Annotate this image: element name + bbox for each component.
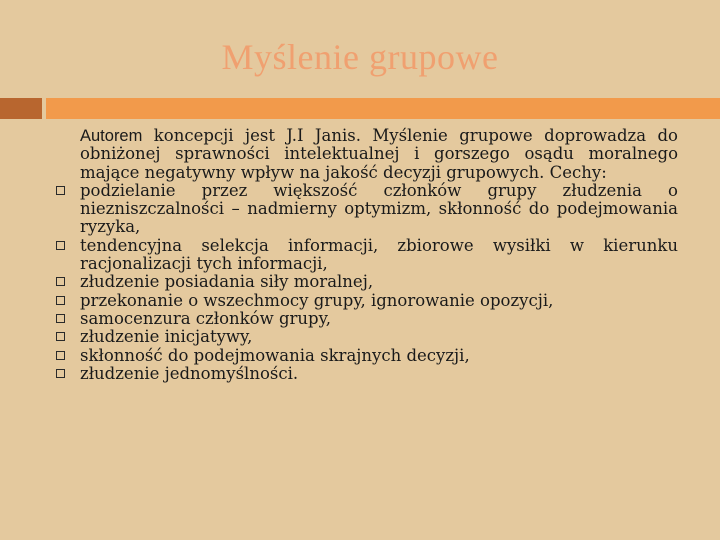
intro-lead: Autorem [80, 127, 143, 145]
intro-text: koncepcji jest J.I Janis. Myślenie grupowe doprowadza do obniżonej sprawności intelektualnej i gorszego osądu moralnego mające negatywny wpływ na jakość decyzji grupowych. Cechy: [80, 126, 678, 182]
square-bullet-icon [56, 186, 65, 195]
list-item [56, 292, 678, 310]
content-body [56, 127, 678, 383]
list-item-text: samocenzura członków grupy, [80, 308, 331, 328]
square-bullet-icon [56, 351, 65, 360]
accent-bar-left [0, 98, 42, 119]
list-item [56, 310, 678, 328]
list-item-text: złudzenie inicjatywy, [80, 327, 253, 347]
list-item-text: przekonanie o wszechmocy grupy, ignorowanie opozycji, [80, 290, 554, 310]
list-item [56, 365, 678, 383]
slide-title: Myślenie grupowe [221, 37, 499, 77]
list-item-text: podzielanie przez większość członków grupy złudzenia o niezniszczalności – nadmierny optymizm, skłonność do podejmowania ryzyka, [80, 180, 678, 237]
square-bullet-icon [56, 332, 65, 341]
square-bullet-icon [56, 296, 65, 305]
list-item [56, 328, 678, 346]
list-item [56, 237, 678, 274]
square-bullet-icon [56, 369, 65, 378]
intro-paragraph [56, 127, 678, 182]
list-item-text: złudzenie posiadania siły moralnej, [80, 272, 374, 292]
list-item-text: skłonność do podejmowania skrajnych decyzji, [80, 345, 470, 365]
list-item-text: złudzenie jednomyślności. [80, 363, 299, 383]
square-bullet-icon [56, 314, 65, 323]
square-bullet-icon [56, 277, 65, 286]
list-item [56, 273, 678, 291]
list-item-text: tendencyjna selekcja informacji, zbiorowe wysiłki w kierunku racjonalizacji tych informacji, [80, 235, 678, 274]
accent-bar-right [46, 98, 720, 119]
square-bullet-icon [56, 241, 65, 250]
list-item [56, 182, 678, 237]
list-item [56, 347, 678, 365]
